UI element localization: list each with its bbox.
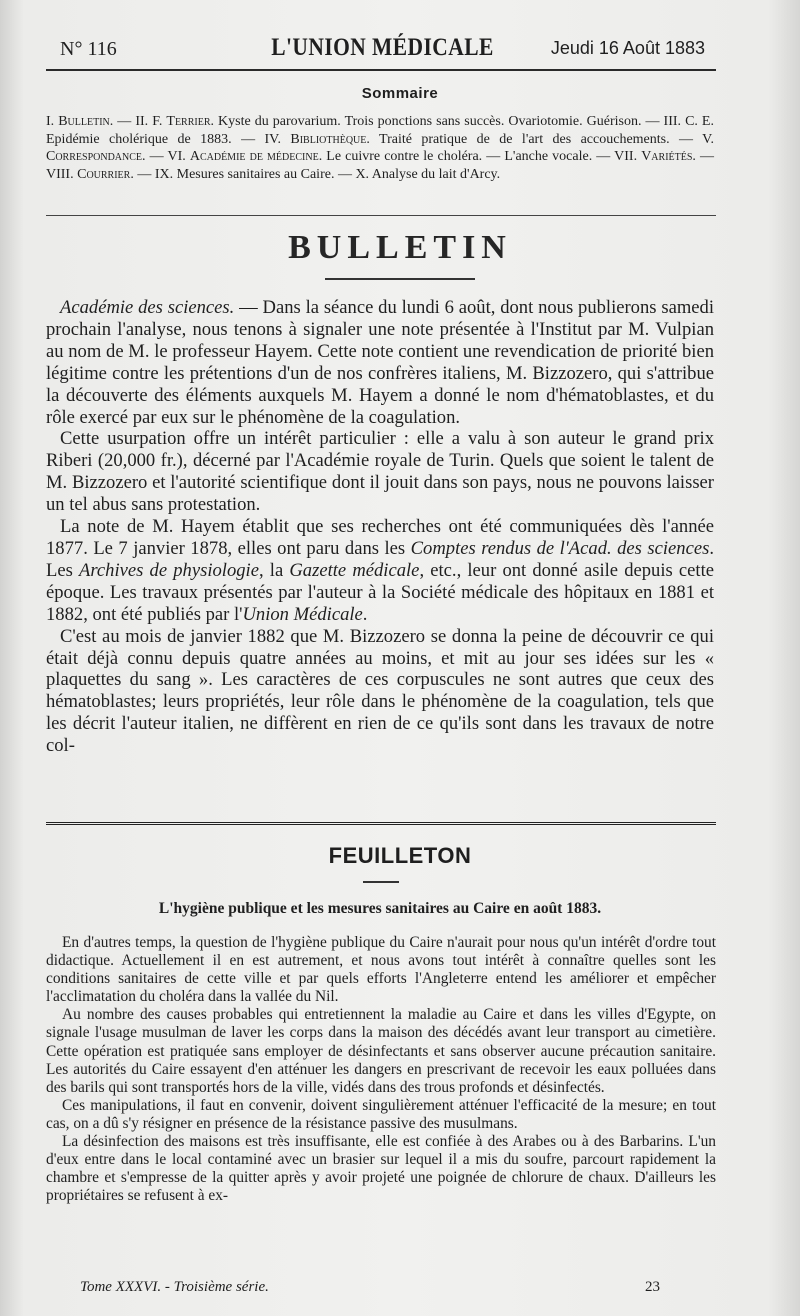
bulletin-title-rule <box>325 278 475 280</box>
sommaire-head: Bulletin <box>58 114 110 129</box>
feuilleton-paragraph: Ces manipulations, il faut en convenir, doivent singulièrement atténuer l'efficacité de la mesure; en tout cas, on a dû s'y résigner en présence de la résistance passive des musulmans. <box>46 1096 716 1132</box>
bulletin-text: . <box>362 603 368 625</box>
bulletin-body <box>46 297 714 757</box>
feuilleton-paragraph: La désinfection des maisons est très insuffisante, elle est confiée à des Arabes ou à des Barbarins. L'un d'eux entre dans le local contaminé avec un brasier sur lequel il a mis du soufre, parcourt rapidement la chambre et s'empresse de la quitter après y avoir projeté une poignée de chlorure de chaux. D'ailleurs les propriétaires se refusent à ex- <box>46 1133 716 1205</box>
issue-date: Jeudi 16 Août 1883 <box>550 38 705 58</box>
sommaire-head: Variétés <box>641 149 693 165</box>
bulletin-text: La note de M. Hayem établit que ses recherches ont été communiquées dès l'année 1877. Le 7 janvier 1878, elles ont paru dans les <box>46 516 714 559</box>
bulletin-lead: Académie des sciences. <box>60 297 235 318</box>
page-footer <box>80 1279 660 1301</box>
feuilleton-paragraph: Au nombre des causes probables qui entretiennent la maladie au Caire et dans les villes d'Egypte, on signale l'usage musulman de laver les corps dans la maison des décédés avant leur transport au cimetière. Cette opération est pratiquée sans employer de désinfectants et sans observer aucune précaution sanitaire. Les autorités du Caire essayent d'en atténuer les dangers en prescrivant de recevoir les eaux polluées dans des barils qui sont transportés hors de la ville, vidés dans des trous profonds et désinfectés. <box>46 1006 716 1096</box>
sommaire-text-part: . — VI. <box>142 149 190 165</box>
sommaire-text-part: . — IX. Mesures sanitaires au Caire. — X. Analyse du lait d'Arcy. <box>130 166 501 182</box>
bulletin-citation: Archives de physiologie <box>79 559 259 581</box>
header-rule <box>46 69 716 71</box>
sommaire-text-part: . — VIII. <box>46 149 715 182</box>
sommaire-rule <box>46 215 716 216</box>
sommaire-text <box>46 113 714 183</box>
bulletin-title: BULLETIN <box>288 229 512 266</box>
page-header <box>60 34 705 66</box>
feuilleton-title-rule <box>363 881 399 883</box>
bulletin-text: , etc., leur ont donné asile depuis cette époque. Les travaux présentés par l'auteur à la Société médicale des hôpitaux en 1881 et 1882, ont été publiés par l' <box>46 559 714 625</box>
bulletin-citation: Gazette médicale <box>289 559 420 581</box>
volume-info: Tome XXXVI. - Troisième série. <box>80 1279 269 1295</box>
bulletin-paragraph: Cette usurpation offre un intérêt particulier : elle a valu à son auteur le grand prix Riberi (20,000 fr.), décerné par l'Académie royale de Turin. Quels que soient le talent de M. Bizzozero et l'autorité scientifique dont il jouit dans son pays, nous ne pouvons laisser un tel abus sans protestation. <box>46 428 714 516</box>
sommaire-text-part: . Kyste du parovarium. Trois ponctions sans succès. Ovariotomie. Guérison. — III. C. E. Epidémie cholérique de 1883. — IV. <box>46 114 714 147</box>
feuilleton-separator <box>46 822 716 828</box>
bulletin-citation: Comptes rendus de l'Acad. des sciences <box>410 537 710 559</box>
feuilleton-title: FEUILLETON <box>328 843 472 868</box>
bulletin-text: , la <box>258 559 290 581</box>
page-number: 23 <box>645 1279 660 1295</box>
bulletin-citation: Union Médicale <box>242 603 363 625</box>
feuilleton-body <box>46 934 716 1205</box>
bulletin-paragraph: C'est au mois de janvier 1882 que M. Bizzozero se donna la peine de découvrir ce qui était déjà connu depuis quatre années au moins, et mit au jour ses idées sur les « plaquettes du sang ». Les caractères de ces corpuscules ne sont autres que ceux des hématoblastes; leurs propriétés, leur rôle dans le phénomène de la coagulation, tels que les décrit l'auteur italien, ne diffèrent en rien de ce qu'ils sont dans les travaux de notre col- <box>46 625 714 757</box>
sommaire-text-part: . Traité pratique de de l'art des accouchements. — V. <box>366 131 714 147</box>
sommaire-num: I. <box>46 114 55 129</box>
bulletin-paragraph <box>46 516 714 626</box>
sommaire-text-part: . — II. F. <box>109 114 167 129</box>
bulletin-paragraph <box>46 297 714 428</box>
feuilleton-paragraph: En d'autres temps, la question de l'hygiène publique du Caire n'aurait pour nous qu'un intérêt d'ordre tout didactique. Actuellement il en est autrement, et nous avons tout intérêt à connaître quelles sont les conditions sanitaires de cette ville et par quels efforts l'Angleterre entend les améliorer et empêcher l'acclimatation du choléra dans la vallée du Nil. <box>46 934 716 1006</box>
sommaire-head: Académie de médecine <box>189 149 319 165</box>
sommaire-head: Courrier <box>77 166 131 182</box>
sommaire-head: Terrier <box>166 114 211 129</box>
sommaire-text-part: . Le cuivre contre le choléra. — L'anche vocale. — VII. <box>318 149 642 165</box>
sommaire-title: Sommaire <box>361 85 439 102</box>
sommaire-head: Correspondance <box>46 149 143 165</box>
sommaire-head: Bibliothèque <box>290 131 367 147</box>
issue-number: N° 116 <box>60 38 117 60</box>
journal-title: L'UNION MÉDICALE <box>271 34 494 61</box>
bulletin-text: — Dans la séance du lundi 6 août, dont nous publierons samedi prochain l'analyse, nous tenons à signaler une note présentée à l'Institut par M. Vulpian au nom de M. le professeur Hayem. Cette note contient une revendication de priorité bien légitime contre les prétentions d'un de nos confrères italiens, M. Bizzozero, qui s'attribue la découverte des éléments auxquels M. Hayem a donné le nom d'hématoblastes, et du rôle exercé par eux sur le phénomène de la coagulation. <box>46 297 714 428</box>
bulletin-text: . Les <box>46 537 714 581</box>
feuilleton-subtitle: L'hygiène publique et les mesures sanitaires au Caire en août 1883. <box>158 900 602 917</box>
